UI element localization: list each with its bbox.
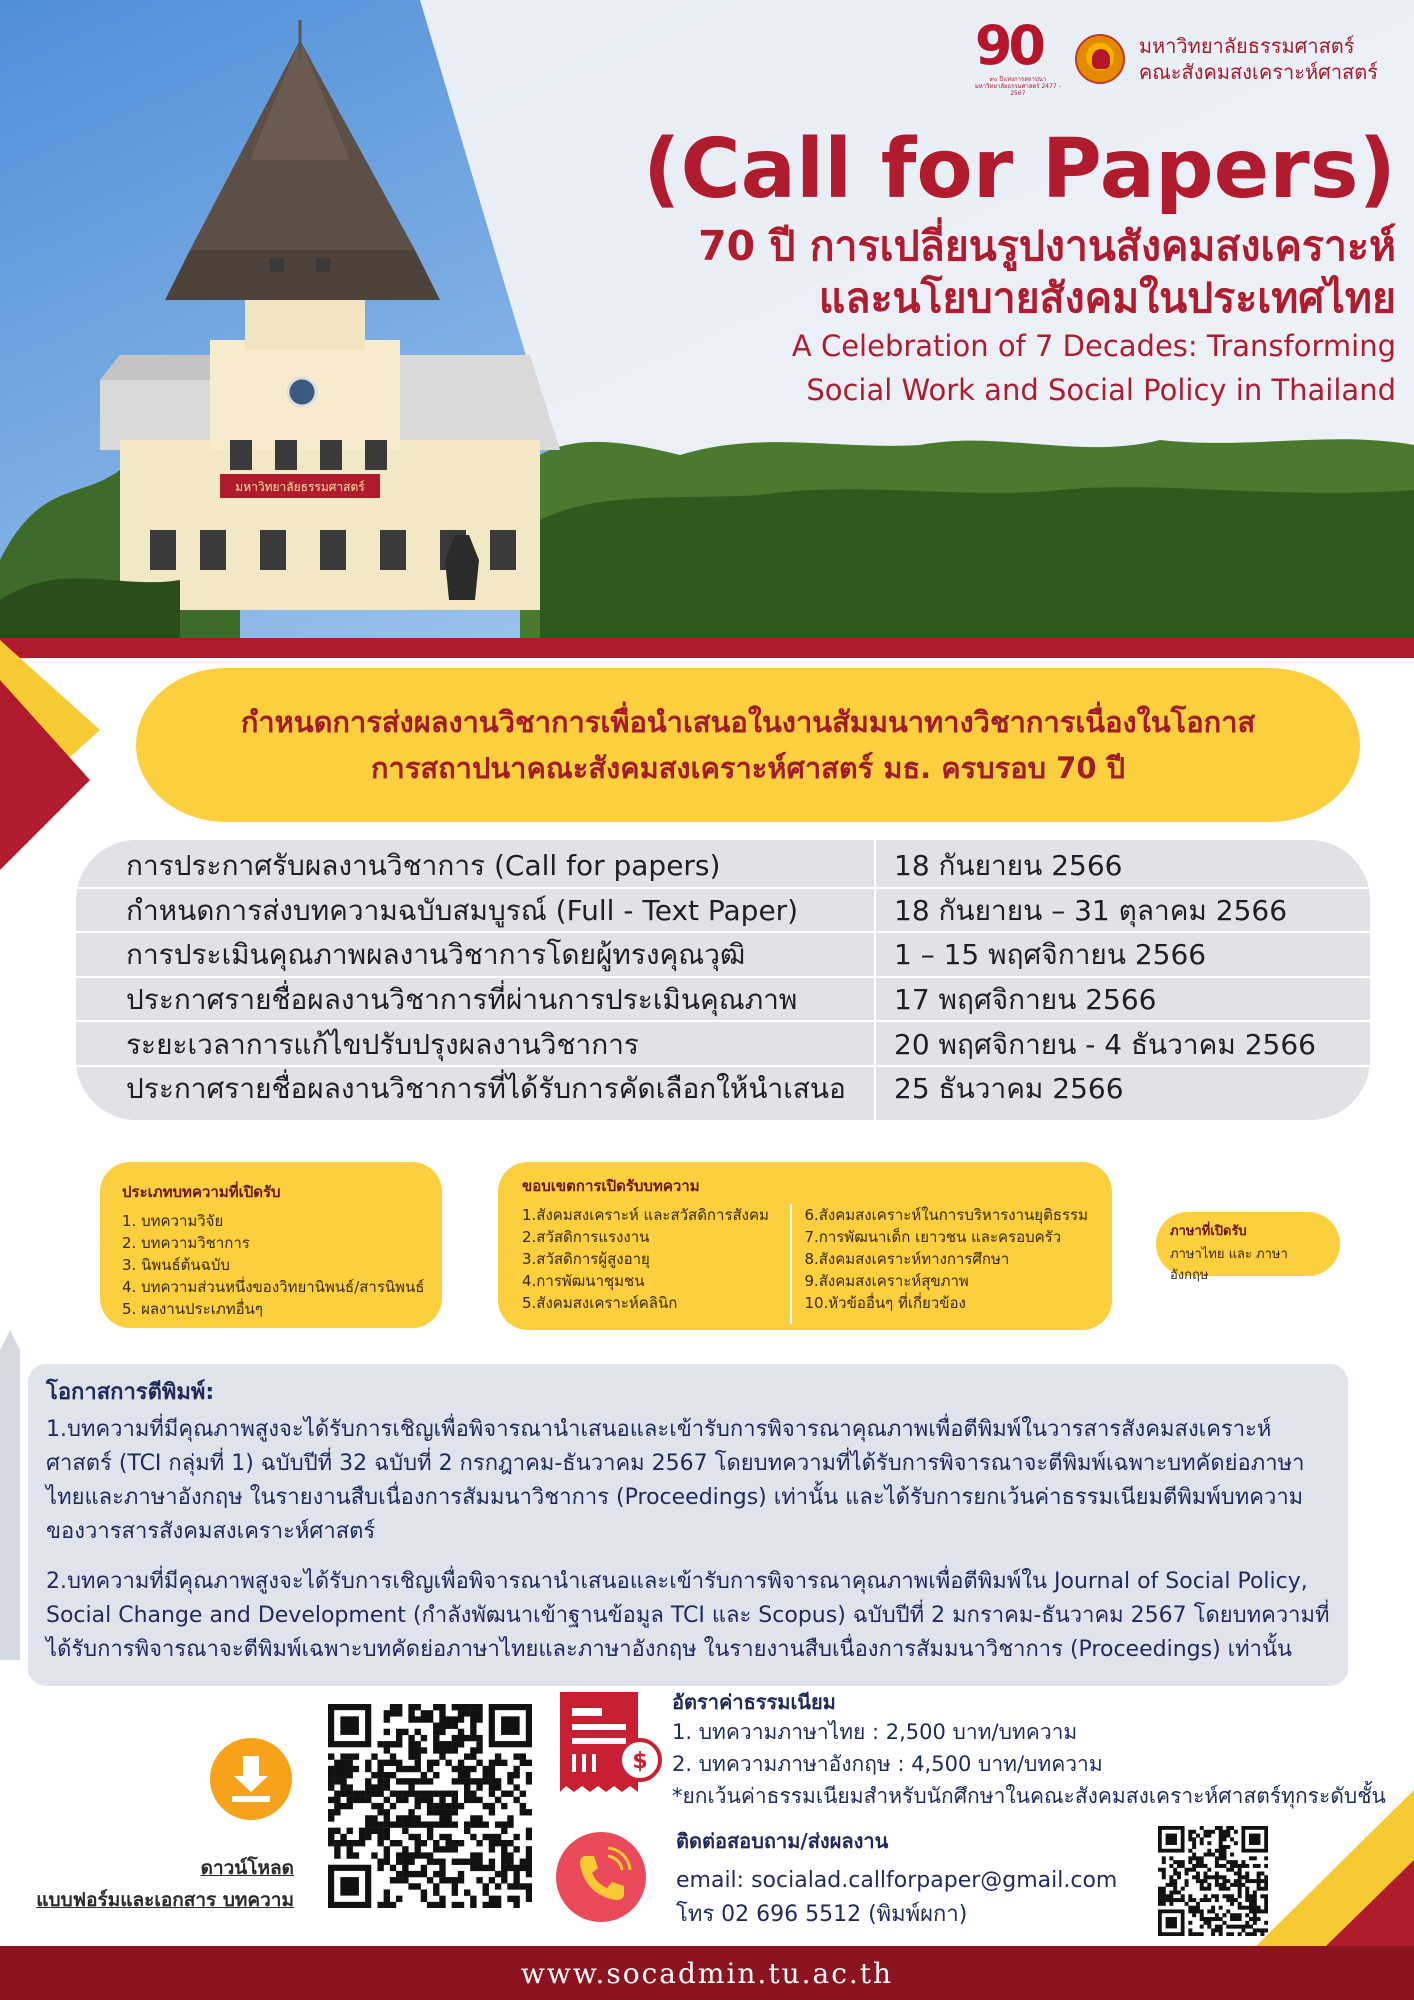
publication-title: โอกาสการตีพิมพ์:: [46, 1380, 215, 1405]
scope-divider: [790, 1204, 793, 1324]
schedule-column-divider: [874, 840, 876, 1120]
university-name: มหาวิทยาลัยธรรมศาสตร์: [1138, 34, 1355, 58]
schedule-date: 17 พฤศจิกายน 2566: [894, 983, 1157, 1017]
fee-english: 2. บทความภาษาอังกฤษ : 4,500 บาท/บทความ: [672, 1752, 1103, 1776]
schedule-date: 25 ธันวาคม 2566: [894, 1072, 1124, 1106]
university-seal-icon: [1075, 34, 1125, 84]
thai-title-line-2: และนโยบายสังคมในประเทศไทย: [818, 274, 1396, 322]
invoice-dollar-icon: [556, 1688, 666, 1798]
schedule-label: ระยะเวลาการแก้ไขปรับปรุงผลงานวิชาการ: [126, 1027, 639, 1061]
english-title-line-1: A Celebration of 7 Decades: Transforming: [791, 329, 1396, 363]
anniversary-caption: ๙๐ ปีแห่งการสถาปนามหาวิทยาลัยธรรมศาสตร์ 2477 - 2567: [974, 76, 1061, 97]
publication-item-1: 1.บทความที่มีคุณภาพสูงจะได้รับการเชิญเพื่อพิจารณานำเสนอและเข้ารับการพิจารณาคุณภาพเพื่อตีพิมพ์ในวารสารสังคมสงเคราะห์ศาสตร์ (TCI กลุ่มที่ 1) ฉบับปีที่ 32 ฉบับที่ 2 กรกฎาคม-ธันวาคม 2567 โดยบทความที่ได้รับการพิจารณาจะตีพิมพ์เฉพาะบทคัดย่อภาษาไทยและภาษาอังกฤษ ในรายงานสืบเนื่องการสัมมนาวิชาการ (Proceedings) เท่านั้น และได้รับการยกเว้นค่าธรรมเนียมตีพิมพ์บทความของวารสารสังคมสงเคราะห์ศาสตร์: [46, 1417, 1305, 1544]
thai-title-line-1: 70 ปี การเปลี่ยนรูปงานสังคมสงเคราะห์: [698, 222, 1396, 270]
fee-title: อัตราค่าธรรมเนียม: [672, 1690, 836, 1714]
languages-title: ภาษาที่เปิดรับ: [1170, 1224, 1247, 1239]
svg-text:$: $: [632, 1749, 648, 1774]
list-item: 3. นิพนธ์ต้นฉบับ: [122, 1256, 230, 1274]
building-sign: มหาวิทยาลัยธรรมศาสตร์: [235, 480, 365, 494]
schedule-label: กำหนดการส่งบทความฉบับสมบูรณ์ (Full - Text Paper): [126, 893, 799, 927]
deadline-banner: [136, 668, 1360, 822]
title-block: [643, 120, 1396, 412]
schedule-row: [76, 1022, 1370, 1067]
fee-note: *ยกเว้นค่าธรรมเนียมสำหรับนักศึกษาในคณะสังคมสงเคราะห์ศาสตร์ทุกระดับชั้น: [672, 1784, 1386, 1808]
contact-phone[interactable]: โทร 02 696 5512 (พิมพ์ผกา): [676, 1902, 968, 1927]
list-item: 5. ผลงานประเภทอื่นๆ: [122, 1300, 263, 1318]
schedule-row: [76, 1067, 1370, 1112]
schedule-label: ประกาศรายชื่อผลงานวิชาการที่ได้รับการคัดเลือกให้นำเสนอ: [126, 1072, 846, 1106]
list-item: 2.สวัสดิการแรงงาน: [522, 1228, 650, 1246]
phone-icon: [556, 1832, 646, 1922]
banner-line-2: การสถาปนาคณะสังคมสงเคราะห์ศาสตร์ มธ. ครบรอบ 70 ปี: [370, 751, 1126, 785]
footer-bar: [0, 1946, 1414, 2000]
list-item: 1. บทความวิจัย: [122, 1212, 224, 1230]
scope-title: ขอบเขตการเปิดรับบทความ: [522, 1177, 700, 1195]
download-qr-code[interactable]: [328, 1704, 532, 1908]
anniversary-logo: [975, 16, 1061, 102]
list-item: 1.สังคมสงเคราะห์ และสวัสดิการสังคม: [522, 1206, 769, 1224]
list-item: 6.สังคมสงเคราะห์ในการบริหารงานยุติธรรม: [804, 1206, 1088, 1224]
scope-card: [498, 1162, 1112, 1330]
fee-thai: 1. บทความภาษาไทย : 2,500 บาท/บทความ: [672, 1720, 1078, 1744]
faculty-name: คณะสังคมสงเคราะห์ศาสตร์: [1138, 60, 1378, 84]
list-item: 2. บทความวิชาการ: [122, 1234, 250, 1252]
schedule-table: [76, 840, 1370, 1120]
list-item: 3.สวัสดิการผู้สูงอายุ: [522, 1250, 650, 1268]
contact-email[interactable]: email: socialad.callforpaper@gmail.com: [676, 1868, 1118, 1893]
contact-section: [676, 1826, 1117, 1932]
schedule-date: 20 พฤศจิกายน - 4 ธันวาคม 2566: [894, 1027, 1316, 1061]
contact-qr-code[interactable]: [1158, 1826, 1268, 1936]
website-link[interactable]: www.socadmin.tu.ac.th: [520, 1956, 894, 1990]
schedule-date: 18 กันยายน – 31 ตุลาคม 2566: [894, 893, 1288, 927]
download-icon[interactable]: [210, 1738, 292, 1820]
article-types-title: ประเภทบทความที่เปิดรับ: [122, 1183, 281, 1201]
schedule-label: การประกาศรับผลงานวิชาการ (Call for papers): [126, 849, 721, 883]
languages-value: ภาษาไทย และ ภาษาอังกฤษ: [1170, 1247, 1288, 1283]
list-item: 4.การพัฒนาชุมชน: [522, 1272, 645, 1290]
schedule-label: การประเมินคุณภาพผลงานวิชาการโดยผู้ทรงคุณวุฒิ: [126, 938, 746, 972]
right-corner-decoration: [1256, 1790, 1414, 1946]
list-item: 7.การพัฒนาเด็ก เยาวชน และครอบครัว: [804, 1228, 1062, 1246]
list-item: 10.หัวข้ออื่นๆ ที่เกี่ยวข้อง: [804, 1294, 966, 1312]
download-line-2[interactable]: แบบฟอร์มและเอกสาร บทความ: [36, 1889, 294, 1911]
languages-card: [1156, 1212, 1340, 1283]
left-triangle-decoration: [0, 640, 110, 870]
banner-line-1: กำหนดการส่งผลงานวิชาการเพื่อนำเสนอในงานสัมมนาทางวิชาการเนื่องในโอกาส: [240, 705, 1256, 739]
article-types-card: [100, 1162, 442, 1328]
schedule-row: [76, 933, 1370, 978]
schedule-label: ประกาศรายชื่อผลงานวิชาการที่ผ่านการประเมินคุณภาพ: [126, 983, 798, 1017]
schedule-date: 18 กันยายน 2566: [894, 849, 1123, 883]
list-item: 8.สังคมสงเคราะห์ทางการศึกษา: [804, 1250, 1010, 1268]
hero-banner: [0, 0, 1414, 640]
schedule-row: [76, 978, 1370, 1023]
download-link[interactable]: [4, 1852, 294, 1916]
call-for-papers-title: (Call for Papers): [642, 122, 1396, 217]
download-line-1[interactable]: ดาวน์โหลด: [200, 1857, 294, 1879]
schedule-date: 1 – 15 พฤศจิกายน 2566: [894, 938, 1207, 972]
schedule-row: [76, 844, 1370, 889]
list-item: 4. บทความส่วนหนึ่งของวิทยานิพนธ์/สารนิพนธ์: [122, 1278, 425, 1296]
english-title-line-2: Social Work and Social Policy in Thailand: [806, 373, 1396, 407]
contact-title: ติดต่อสอบถาม/ส่งผลงาน: [676, 1829, 889, 1853]
publication-item-2: 2.บทความที่มีคุณภาพสูงจะได้รับการเชิญเพื่อพิจารณานำเสนอและเข้ารับการพิจารณาคุณภาพเพื่อตีพิมพ์ใน Journal of Social Policy, Social Change and Development (กำลังพัฒนาเข้าฐานข้อมูล TCI และ Scopus) ฉบับปีที่ 2 มกราคม-ธันวาคม 2567 โดยบทความที่ได้รับการพิจารณาจะตีพิมพ์เฉพาะบทคัดย่อภาษาไทยและภาษาอังกฤษ ในรายงานสืบเนื่องการสัมมนาวิชาการ (Proceedings) เท่านั้น: [46, 1569, 1330, 1662]
list-item: 5.สังคมสงเคราะห์คลินิก: [522, 1294, 678, 1312]
anniversary-number: 90: [974, 14, 1042, 77]
list-item: 9.สังคมสงเคราะห์สุขภาพ: [804, 1272, 969, 1290]
header-logos: [975, 16, 1378, 102]
divider-bar: [0, 638, 1414, 658]
publication-section: [28, 1364, 1348, 1686]
schedule-row: [76, 889, 1370, 934]
